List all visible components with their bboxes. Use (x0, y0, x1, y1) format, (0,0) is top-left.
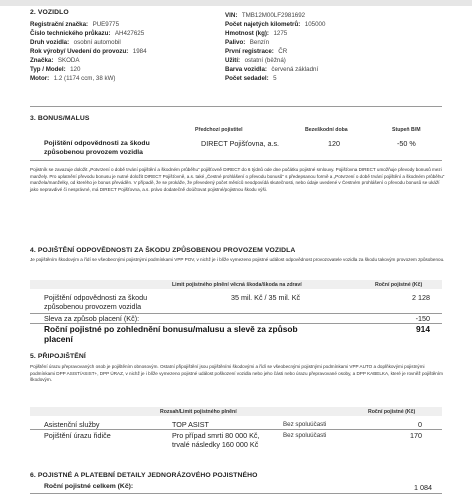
section-title-vehicle: 2. VOZIDLO (30, 9, 69, 16)
vehicle-field: Hmotnost (kg): 1275 (225, 30, 288, 37)
vehicle-field: Registrační značka: PUE9775 (30, 21, 120, 28)
vehicle-field: Počet sedadel: 5 (225, 75, 277, 82)
section-title-payment: 6. POJISTNÉ A PLATEBNÍ DETAILY JEDNORÁZOVÉHO POJISTNÉHO (30, 472, 258, 479)
total-after-bonus-value: 914 (416, 324, 430, 334)
total-premium-label: Roční pojistné celkem (Kč): (44, 483, 134, 490)
level-value: -50 % (397, 139, 416, 148)
additional-deductible: Bez spoluúčasti (283, 421, 327, 428)
discount-label: Sleva za způsob placení (Kč): (44, 314, 140, 323)
vehicle-field: VIN: TMB12M00LF2981692 (225, 12, 306, 19)
liability-limit-value: 35 mil. Kč / 35 mil. Kč (231, 293, 301, 302)
section-title-additional: 5. PŘIPOJIŠTĚNÍ (30, 353, 86, 360)
additional-premium: 0 (418, 420, 422, 429)
col-claim-free: Bezeškodní doba (305, 127, 348, 133)
bonus-paragraph: Pojistník se zavazuje doložit „Potvrzení o době trvání pojištění a škodném průběhu“ pojišťovně DIRECT do 6 týdnů ode dne počátku pojistné smlouvy. Pojišťovna DIRECT umožňuje převody bonusů mezi manžely. Pro uplatnění převodu bonusu je nutné doložit DIRECT Pojišťovně, a.s. také „Čestné prohlášení o převodu bonusů“ s předepsanou formě a „Potvrzení o době trvání pojištění a škodném průběhu“ manžela/manželky, od kterého je bonus převáděn. V případě, že se prokáže, že převedený počet měsíců neodpovídá skutečnosti, nebo údaje uvedené v Čestném prohlášení o převodu bonusů se ukáží jako nepravdivé či nesprávné, má DIRECT Pojišťovna, a.s. právo dodatečně doúčtovat pojistné/pojistnou škodu výši. (30, 167, 445, 192)
vehicle-field: Typ / Model: 120 (30, 66, 81, 73)
top-band (0, 0, 472, 6)
section-title-bonus: 3. BONUS/MALUS (30, 115, 90, 122)
col-scope: Rozsah/Limit pojistného plnění (160, 409, 237, 415)
vehicle-field: Druh vozidla: osobní automobil (30, 39, 121, 46)
vehicle-field: Motor: 1.2 (1174 ccm, 38 kW) (30, 75, 116, 82)
claim-free-value: 120 (328, 139, 340, 148)
liability-premium-value: 2 128 (412, 293, 430, 302)
divider (30, 429, 442, 430)
additional-premium: 170 (410, 431, 422, 440)
col-premium: Roční pojistné (Kč) (368, 409, 416, 415)
col-premium: Roční pojistné (Kč) (375, 282, 423, 288)
vehicle-field: Počet najetých kilometrů: 105000 (225, 21, 326, 28)
total-premium-value: 1 084 (414, 483, 432, 492)
bonus-row-label: Pojištění odpovědnosti za škodu způsobenou provozem vozidla (44, 140, 150, 156)
additional-scope: Pro případ smrti 80 000 Kč, trvalé následky 160 000 Kč (172, 431, 260, 449)
vehicle-field: Barva vozidla: červená základní (225, 66, 319, 73)
additional-paragraph: Pojištění úrazu přepravovaných osob je pojištěním obnosovým. Ostatní připojištění jsou pojištěními škodovými a řídí se všeobecnými pojistnými podmínkami VPP AUTO a doplňkovými pojistnými podmínkami DPP ASIST/ASIST+, DPP ÚRAZ, v nichž je i blíže vymezeno pojistné událost poškození vozidla nebo jeho části nebo úrazu přepravované osoby, a DPP KABELKA, které je rovněž pojištěním škodovým. (30, 364, 443, 383)
col-level: Stupeň B/M (392, 127, 421, 133)
prev-insurer-value: DIRECT Pojišťovna, a.s. (201, 139, 280, 148)
vehicle-field: První registrace: ČR (225, 48, 288, 55)
additional-name: Asistenční služby (44, 420, 100, 429)
col-limit: Limit pojistného plnění věcná škoda/škoda na zdraví (172, 282, 302, 288)
vehicle-field: Palivo: Benzín (225, 39, 270, 46)
vehicle-field: Užití: ostatní (běžná) (225, 57, 286, 64)
divider (30, 106, 442, 107)
additional-name: Pojištění úrazu řidiče (44, 431, 111, 440)
vehicle-field: Rok výroby/ Uvedení do provozu: 1984 (30, 48, 147, 55)
vehicle-field: Číslo technického průkazu: AH427625 (30, 30, 145, 37)
liability-row-label: Pojištění odpovědnosti za škodu způsobenou provozem vozidla (44, 293, 148, 311)
vehicle-field: Značka: SKODA (30, 57, 80, 64)
liability-paragraph: Je pojištěním škodovým a řídí se všeobecnými pojistnými podmínkami VPP POV, v nichž je i blíže vymezeno pojistné událost odpovědnost provozovatele vozidla za škodu takovým provozem způsobenou. (30, 257, 445, 262)
divider (30, 160, 442, 161)
additional-deductible: Bez spoluúčasti (283, 432, 327, 439)
section-title-liability: 4. POJIŠTĚNÍ ODPOVĚDNOSTI ZA ŠKODU ZPŮSOBENOU PROVOZEM VOZIDLA (30, 247, 296, 254)
additional-scope: TOP ASIST (172, 420, 209, 429)
discount-value: -150 (415, 314, 430, 323)
total-after-bonus-label: Roční pojistné po zohlednění bonusu/malusu a slevě za způsob placení (44, 324, 298, 344)
col-prev-insurer: Předchozí pojistitel (195, 127, 243, 133)
divider (30, 493, 442, 494)
